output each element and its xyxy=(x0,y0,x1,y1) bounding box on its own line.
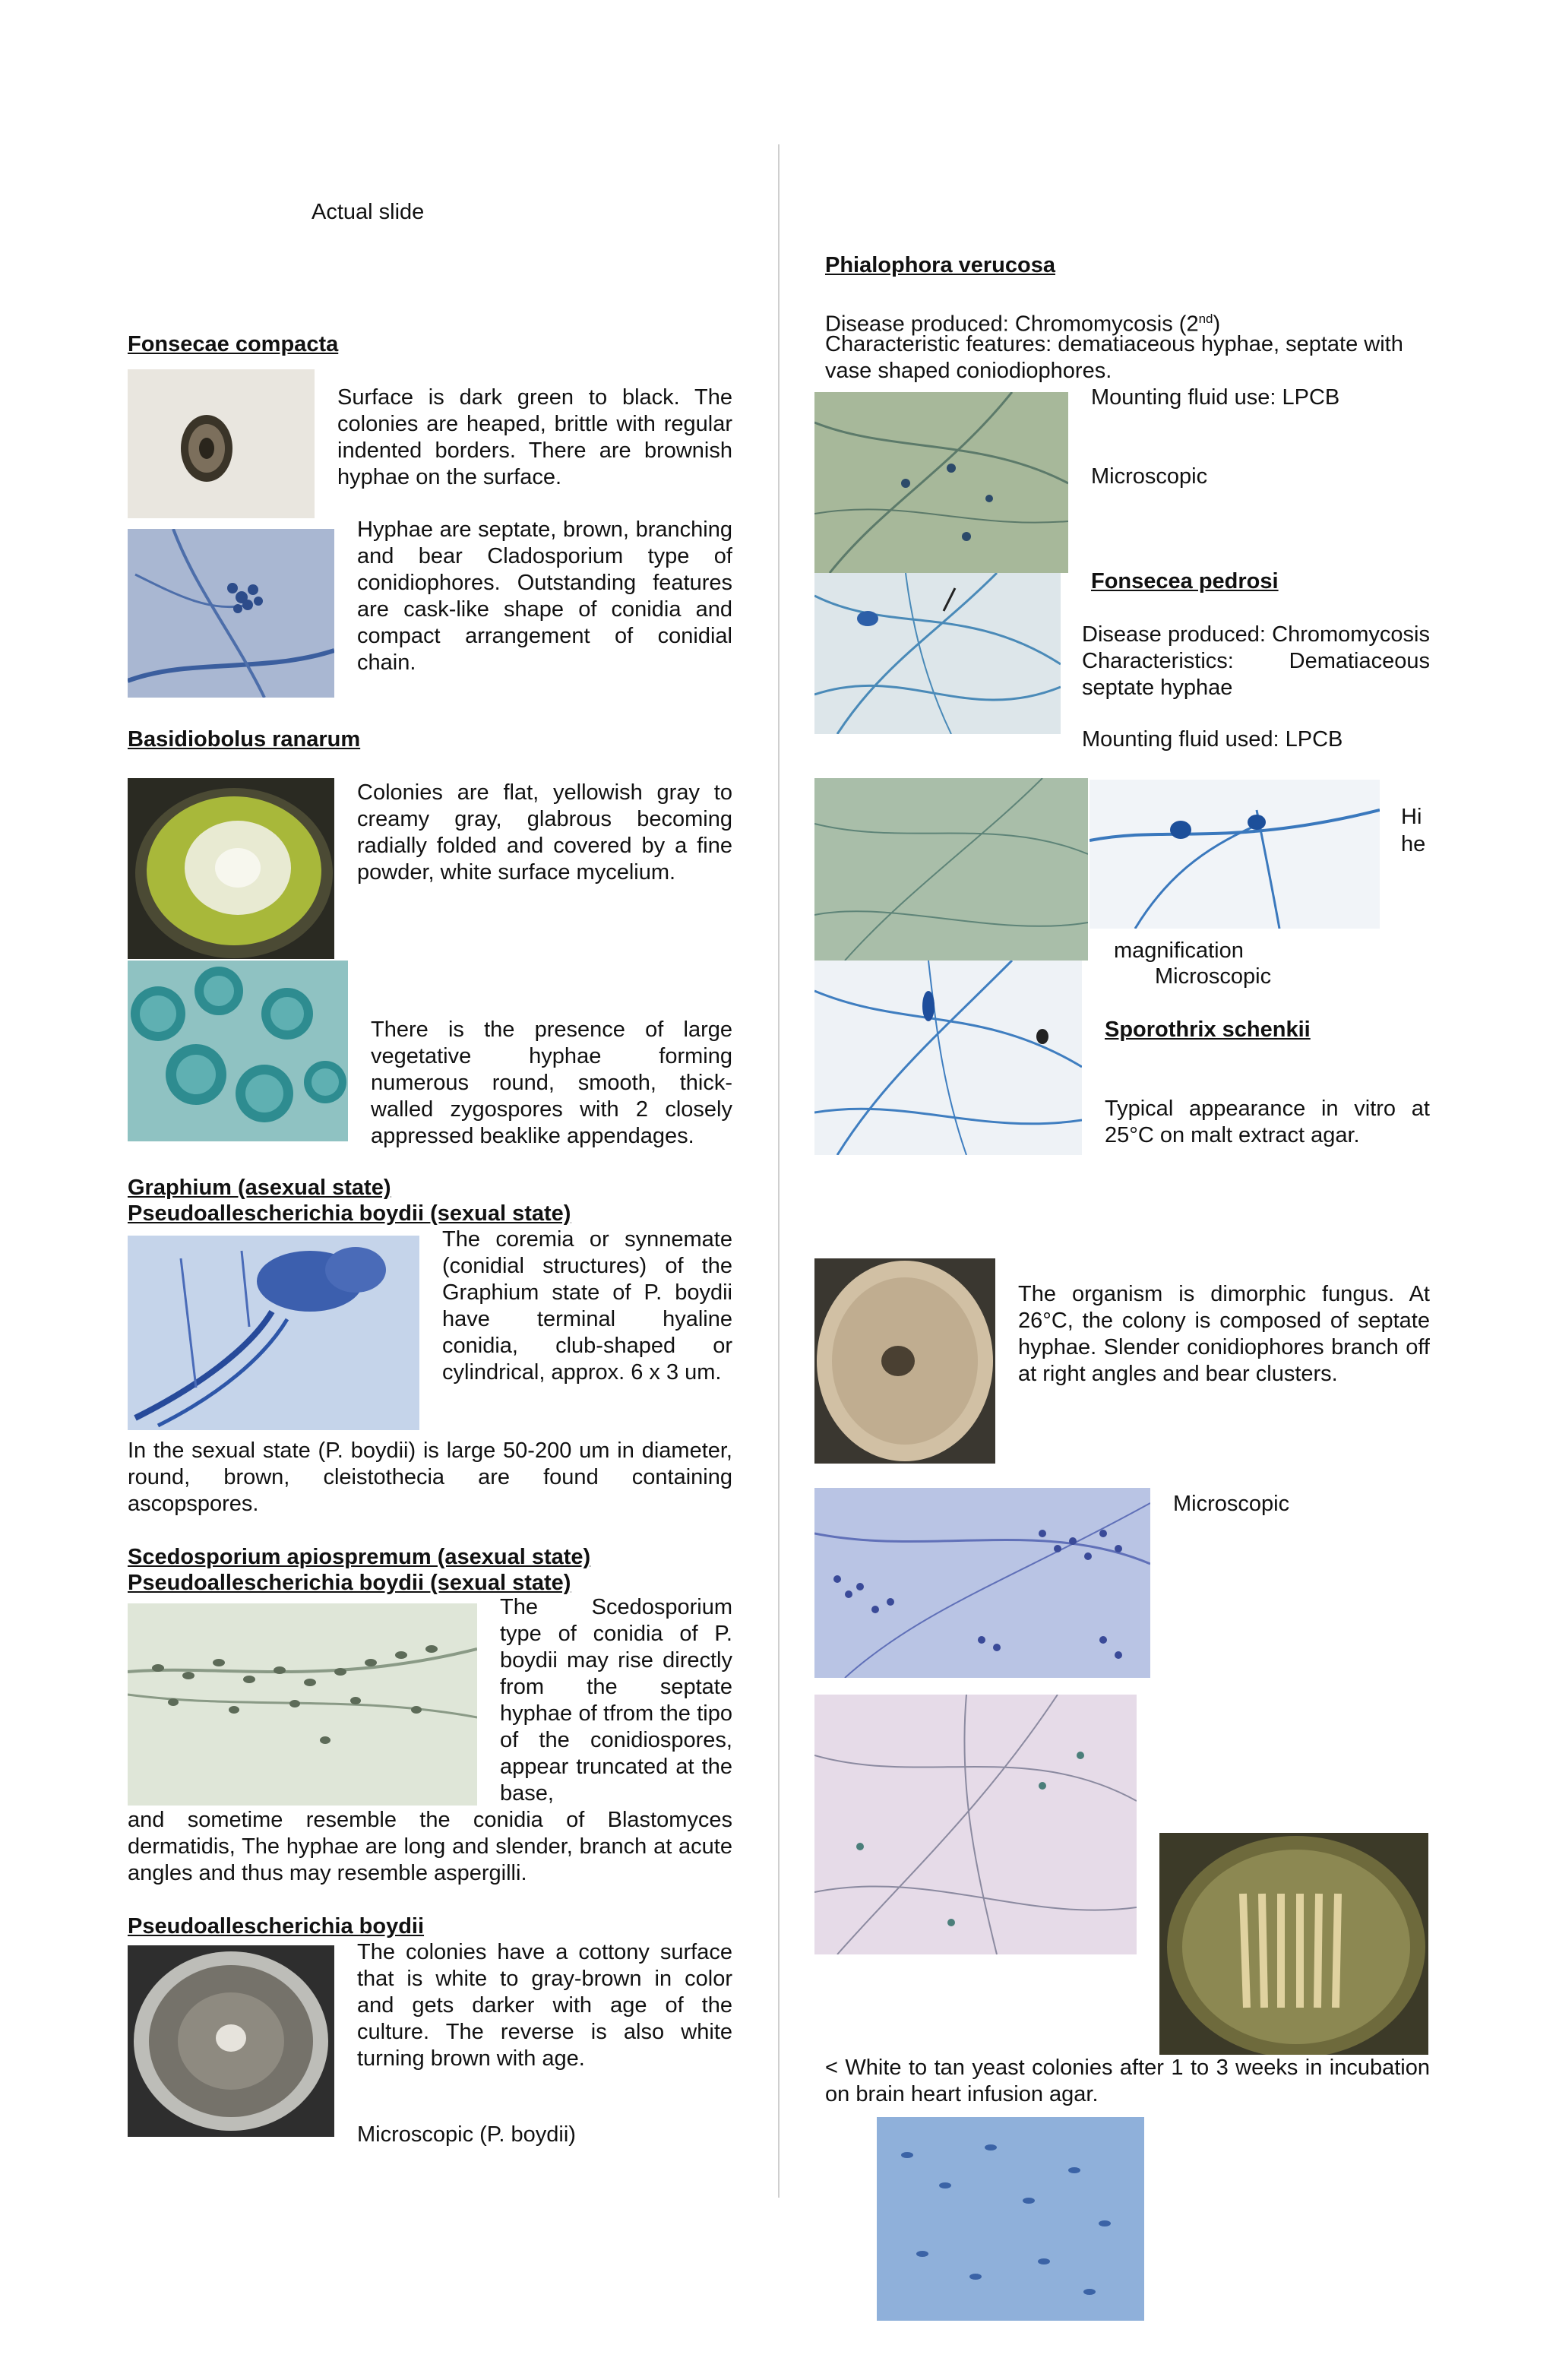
sporothrix-heading: Sporothrix schenkii xyxy=(1105,1018,1311,1042)
fonsecea-micro-photo-2 xyxy=(1090,780,1380,929)
actual-slide-label: Actual slide xyxy=(312,200,425,224)
sporothrix-microscopic-label: Microscopic xyxy=(1173,1492,1290,1516)
fonsecea-microscopic-label: Microscopic xyxy=(1155,964,1272,989)
pseudo-colony-photo xyxy=(128,1945,334,2137)
basidiobolus-colony-text: Colonies are flat, yellowish gray to creamy gray, glabrous becoming radially folded and covered by a fine powder, white surface mycelium. xyxy=(357,780,732,885)
sporothrix-micro-photo-1 xyxy=(814,1488,1150,1678)
basidiobolus-colony-photo xyxy=(128,778,334,959)
phialophora-heading: Phialophora verucosa xyxy=(825,253,1055,277)
phialophora-disease: Disease produced: Chromomycosis (2nd) xyxy=(825,312,1221,337)
scedosporium-micro-text: The Scedosporium type of conidia of P. boydii may rise directly from the septate hyphae of tfrom the tipo of the conidiospores, appear truncated at the base, xyxy=(500,1595,732,1806)
fonsecea-hi-text: Hi xyxy=(1401,805,1422,829)
pseudo-colony-text: The colonies have a cottony surface that is white to gray-brown in color and gets darker with age of the culture. The reverse is also white turning brown with age. xyxy=(357,1940,732,2071)
scedosporium-micro-text-cont: and sometime resemble the conidia of Blastomyces dermatidis, The hyphae are long and slender, branch at acute angles and thus may resemble aspergilli. xyxy=(128,1808,732,1885)
fonsecae-colony-text: Surface is dark green to black. The colonies are heaped, brittle with regular indented borders. There are brownish hyphae on the surface. xyxy=(337,385,732,489)
fonsecae-micro-photo xyxy=(128,529,334,698)
sporothrix-yeast-colony-photo xyxy=(1159,1833,1428,2055)
pseudo-microscopic-label: Microscopic (P. boydii) xyxy=(357,2122,576,2147)
sporothrix-yeast-text: < White to tan yeast colonies after 1 to 3 weeks in incubation on brain heart infusion agar. xyxy=(825,2056,1430,2106)
fonsecea-pedrosi-text: Disease produced: Chromomycosis Characteristics: Dematiaceous septate hyphae xyxy=(1082,622,1430,700)
scedosporium-micro-photo xyxy=(128,1603,477,1806)
graphium-sexual-heading: Pseudoallescherichia boydii (sexual state) xyxy=(128,1201,571,1226)
sporothrix-colony-photo xyxy=(814,1258,995,1464)
graphium-micro-text: The coremia or synnemate (conidial structures) of the Graphium state of P. boydii have terminal hyaline conidia, club-shaped or cylindrical, approx. 6 x 3 um. xyxy=(442,1227,732,1385)
phialophora-characteristics: Characteristic features: dematiaceous hyphae, septate with vase shaped coniodiophores. xyxy=(825,332,1403,383)
sporothrix-colony-text: Typical appearance in vitro at 25°C on malt extract agar. xyxy=(1105,1097,1430,1147)
phialophora-microscopic-label: Microscopic xyxy=(1091,464,1208,489)
scedosporium-sexual-heading: Pseudoallescherichia boydii (sexual state) xyxy=(128,1571,571,1595)
column-divider xyxy=(778,144,780,2198)
phialophora-mounting: Mounting fluid use: LPCB xyxy=(1091,385,1340,410)
fonsecea-micro-photo-1 xyxy=(814,778,1088,961)
basidiobolus-micro-photo xyxy=(128,961,348,1141)
fonsecea-he-text: he xyxy=(1401,832,1426,856)
phialophora-micro-photo-2 xyxy=(814,573,1061,734)
fonsecae-colony-photo xyxy=(128,369,315,518)
sporothrix-dimorphic-text: The organism is dimorphic fungus. At 26°C, the colony is composed of septate hyphae. Slender conidiophores branch off at right angles and bear clusters. xyxy=(1018,1282,1430,1386)
fonsecea-micro-photo-3 xyxy=(814,961,1082,1155)
sporothrix-yeast-micro-photo xyxy=(877,2117,1144,2321)
fonsecea-magnification-label: magnification xyxy=(1114,938,1244,963)
phialophora-micro-photo-1 xyxy=(814,392,1068,573)
graphium-micro-photo xyxy=(128,1236,419,1430)
fonsecae-compacta-heading: Fonsecae compacta xyxy=(128,332,339,356)
graphium-sexual-text: In the sexual state (P. boydii) is large 50-200 um in diameter, round, brown, cleistothecia are found containing ascopspores. xyxy=(128,1438,732,1516)
pseudo-heading: Pseudoallescherichia boydii xyxy=(128,1914,425,1938)
graphium-heading: Graphium (asexual state) xyxy=(128,1176,391,1200)
basidiobolus-micro-text: There is the presence of large vegetative hyphae forming numerous round, smooth, thick-walled zygospores with 2 closely appressed beaklike appendages. xyxy=(371,1018,732,1148)
basidiobolus-heading: Basidiobolus ranarum xyxy=(128,727,361,752)
sporothrix-micro-photo-2 xyxy=(814,1695,1137,1954)
scedosporium-heading: Scedosporium apiospremum (asexual state) xyxy=(128,1545,591,1569)
fonsecea-pedrosi-heading: Fonsecea pedrosi xyxy=(1091,569,1279,593)
fonsecea-pedrosi-mounting: Mounting fluid used: LPCB xyxy=(1082,727,1343,752)
fonsecae-micro-text: Hyphae are septate, brown, branching and bear Cladosporium type of conidiophores. Outstanding features are cask-like shape of conidia and compact arrangement of conidial chain. xyxy=(357,517,732,675)
